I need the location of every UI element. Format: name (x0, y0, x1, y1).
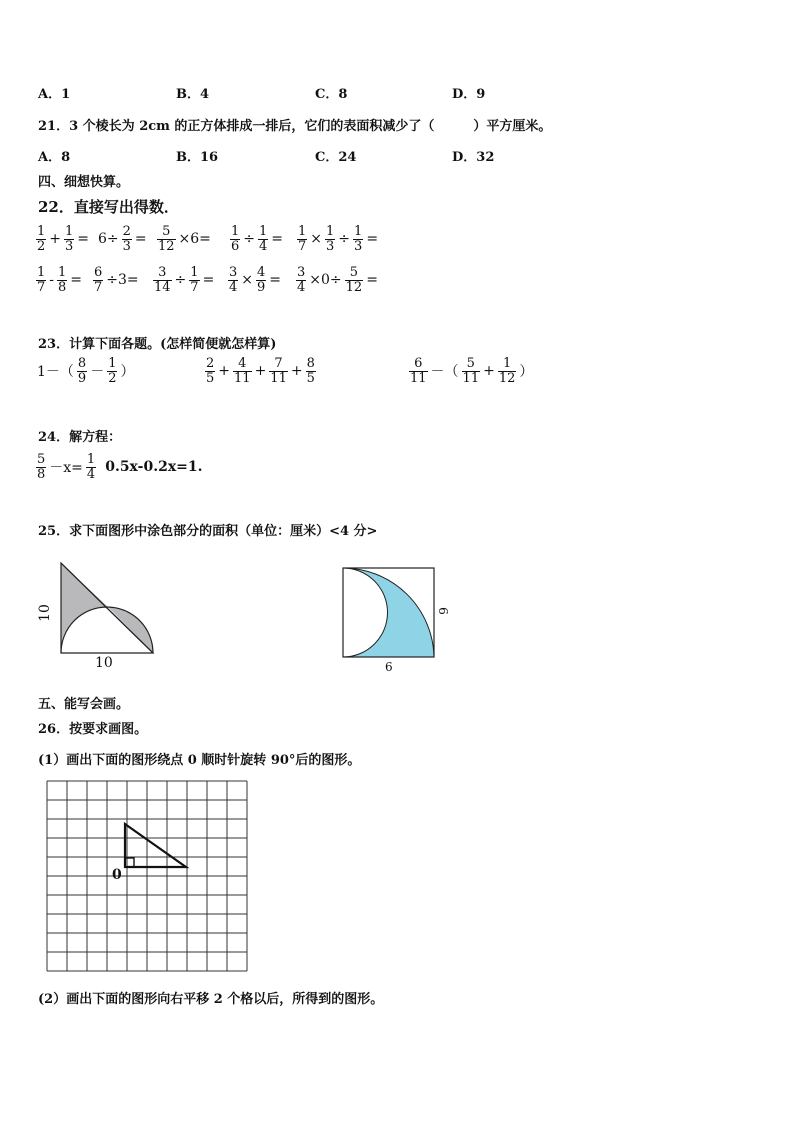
fig2-shaded-region (343, 568, 434, 657)
right-angle-mark (125, 858, 134, 867)
q22-r2-e5: $\frac{3}{4}$ ×0÷ $\frac{5}{12}$ = (297, 265, 378, 295)
q21-option-b: B．16 (176, 150, 219, 165)
q23-e3: $\frac{6}{11}$ －（ $\frac{5}{11}$ + $\frac{1}{12}$ ） (410, 356, 534, 386)
q22-title: 22．直接写出得数． (38, 198, 179, 216)
q21-option-c: C．24 (315, 150, 357, 165)
q22-r2-e2: $\frac{6}{7}$ ÷3= (94, 265, 139, 295)
q22-r1-e1: $\frac{1}{2}$ + $\frac{1}{3}$ = (37, 224, 90, 254)
fig2-base-label: 6 (385, 660, 393, 674)
q22-r1-e4: $\frac{1}{6}$ ÷ $\frac{1}{4}$ = (231, 224, 284, 254)
q22-r2-e3: $\frac{3}{14}$ ÷ $\frac{1}{7}$ = (154, 265, 215, 295)
q22-r1-e2: 6÷ $\frac{2}{3}$ = (98, 224, 147, 254)
q24-e1: $\frac{5}{8}$ －x= $\frac{1}{4}$ 0.5x-0.2x=1. (37, 452, 203, 482)
q26-part1: (1）画出下面的图形绕点 0 顺时针旋转 90°后的图形。 (38, 753, 361, 768)
q23-title: 23．计算下面各题。(怎样简便就怎样算) (38, 337, 277, 352)
q25-figure-2 (340, 565, 440, 660)
q26-title: 26．按要求画图。 (38, 722, 148, 737)
q23-e2: $\frac{2}{5}$ + $\frac{4}{11}$ + $\frac{7}{11}$ + $\frac{8}{5}$ (206, 356, 315, 386)
q25-title: 25．求下面图形中涂色部分的面积（单位：厘米）<4 分> (38, 524, 378, 539)
fig1-shaded-region (61, 563, 108, 645)
fig1-side-label: 10 (36, 604, 53, 622)
q22-r1-e5: $\frac{1}{7}$ × $\frac{1}{3}$ ÷ $\frac{1}{3}$ = (298, 224, 379, 254)
section-5-heading: 五、能写会画。 (38, 697, 130, 712)
q24-e2: 0.5x-0.2x=1. (105, 459, 203, 476)
q21-option-d: D．32 (452, 150, 495, 165)
q20-option-c: C．8 (315, 87, 348, 102)
fig2-side-label: 6 (435, 607, 450, 615)
section-4-heading: 四、细想快算。 (38, 175, 130, 190)
q21-text: 21．3 个棱长为 2cm 的正方体排成一排后，它们的表面积减少了（ ）平方厘米。 (38, 119, 552, 134)
fig1-base-label: 10 (95, 655, 113, 671)
q22-r2-e1: $\frac{1}{7}$ - $\frac{1}{8}$ = (37, 265, 83, 295)
q21-option-a: A．8 (38, 150, 71, 165)
q22-r2-e4: $\frac{3}{4}$ × $\frac{4}{9}$ = (229, 265, 282, 295)
point-o-label: 0 (112, 867, 122, 883)
q22-r1-e3: $\frac{5}{12}$ ×6= (158, 224, 211, 254)
q20-option-d: D．9 (452, 87, 486, 102)
q24-title: 24．解方程： (38, 430, 122, 445)
q26-part2: (2）画出下面的图形向右平移 2 个格以后，所得到的图形。 (38, 992, 384, 1007)
q20-option-b: B．4 (176, 87, 210, 102)
q23-e1: 1－（ $\frac{8}{9}$ － $\frac{1}{2}$ ） (37, 356, 135, 386)
q20-option-a: A．1 (38, 87, 71, 102)
q26-grid (44, 778, 250, 974)
